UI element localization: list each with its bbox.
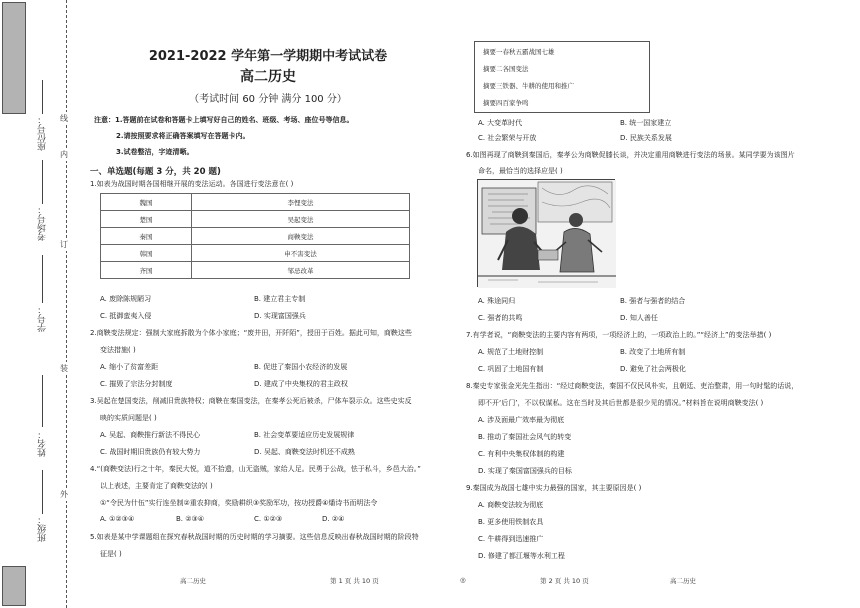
question-2-line-2: 变法措施( )	[100, 346, 136, 354]
table-cell: 李悝变法	[192, 194, 410, 211]
q9-option-c: C. 牛耕得到迅速推广	[478, 535, 544, 543]
table-cell: 申不害变法	[192, 245, 410, 262]
q4-option-c: C. ①②③	[254, 515, 283, 523]
q5-option-b: B. 统一国家建立	[620, 119, 672, 127]
q8-option-a: A. 涉及面最广效率最为彻底	[478, 416, 565, 424]
table-cell: 邹忌改革	[192, 262, 410, 279]
name-label: 姓名：	[38, 430, 48, 457]
room-number-label: 考场号：	[38, 205, 48, 241]
table-row	[101, 211, 410, 228]
q4-option-b: B. ②③④	[176, 515, 205, 523]
footer-right-subject: 高二历史	[670, 577, 696, 585]
subject-title: 高二历史	[240, 69, 296, 85]
table-cell: 齐国	[101, 262, 192, 279]
illustration-sketch-icon	[478, 180, 616, 288]
binding-gray-bar-top	[2, 2, 26, 114]
question-4-line-1: 4.“(商鞅变法)行之十年，秦民大悦，道不拾遗，山无盗贼，家给人足。民勇于公战，怯于私斗，乡邑大治。”	[90, 465, 421, 473]
bind-word-inside: 内	[60, 150, 68, 159]
q8-option-d: D. 实现了秦国富国强兵的目标	[478, 467, 572, 475]
summary-box	[474, 41, 650, 113]
q5-option-d: D. 民族关系发展	[620, 134, 672, 142]
q4-option-a: A. ①②③④	[100, 515, 135, 523]
class-label: 班级：	[38, 515, 48, 542]
q3-option-b: B. 社会变革要适应历史发展规律	[254, 431, 355, 439]
seat-number-line	[42, 80, 43, 114]
table-row	[101, 245, 410, 262]
notice-3: 3.试卷整洁，字迹清晰。	[116, 148, 194, 156]
question-8-line-2: 即不开‘后门’，不以权谋私。这在当时及其后世都是很少见的情况。”材料旨在说明商鞅变法( )	[478, 399, 764, 407]
room-number-line	[42, 160, 43, 204]
student-id-line	[42, 255, 43, 303]
summary-item: 摘要一春秋五霸战国七雄	[483, 48, 555, 56]
table-cell: 商鞅变法	[192, 228, 410, 245]
question-5-line-2: 征是( )	[100, 550, 122, 558]
exam-info: （考试时间 60 分钟 满分 100 分）	[189, 94, 347, 105]
bind-word-line: 线	[60, 114, 68, 123]
footer-left-subject: 高二历史	[180, 577, 206, 585]
table-cell: 楚国	[101, 211, 192, 228]
section-title: 一、单选题(每题 3 分，共 20 题)	[90, 167, 221, 177]
question-6-line-2: 命名，最恰当的选择应是( )	[478, 167, 563, 175]
question-1-stem: 1.如表为战国时期各国相继开展的变法运动。各国进行变法意在( )	[90, 180, 294, 188]
q2-option-b: B. 促进了秦国小农经济的发展	[254, 363, 348, 371]
class-line	[42, 470, 43, 514]
question-4-line-2: 以上表述，主要肯定了商鞅变法的( )	[100, 482, 213, 490]
binding-margin	[0, 0, 64, 608]
q4-option-d: D. ②④	[322, 515, 345, 523]
footer-left-page: 第 1 页 共 10 页	[330, 577, 379, 585]
table-row	[101, 262, 410, 279]
table-cell: 韩国	[101, 245, 192, 262]
q8-option-b: B. 推动了秦国社会风气的转变	[478, 433, 572, 441]
q9-option-d: D. 修建了都江堰等水利工程	[478, 552, 565, 560]
question-8-line-1: 8.秦史专家张金光先生指出：“经过商鞅变法，秦国不仅民风朴实，且朝廷、吏治整肃，用一句时髦的话说，	[466, 382, 799, 390]
q9-option-b: B. 更多使用铁制农具	[478, 518, 544, 526]
q7-option-d: D. 避免了社会两极化	[620, 365, 686, 373]
question-9-line-1: 9.秦国成为战国七雄中实力最强的国家，其主要原因是( )	[466, 484, 642, 492]
summary-item: 摘要二各国变法	[483, 65, 529, 73]
exam-title: 2021-2022 学年第一学期期中考试试卷	[148, 49, 388, 64]
q6-option-a: A. 殊途同归	[478, 297, 516, 305]
summary-item: 摘要三铁器、牛耕的使用和推广	[483, 82, 574, 90]
q2-option-a: A. 缩小了贫富差距	[100, 363, 159, 371]
q8-option-c: C. 有利中央集权体制的构建	[478, 450, 565, 458]
table-row	[101, 228, 410, 245]
question-3-line-1: 3.吴起在楚国变法，削减旧贵族特权；商鞅在秦国变法，在秦孝公死后被杀，尸体车裂示众。这些史实反	[90, 397, 412, 405]
q1-option-a: A. 废除陈规陋习	[100, 295, 152, 303]
q9-option-a: A. 商鞅变法较为彻底	[478, 501, 544, 509]
seat-number-label: 座位号：	[38, 115, 48, 151]
q1-option-b: B. 建立君主专制	[254, 295, 306, 303]
notice-2: 2.请按照要求将正确答案填写在答题卡内。	[116, 132, 250, 140]
student-id-label: 学号：	[38, 305, 48, 332]
q3-option-d: D. 吴起、商鞅变法时机还不成熟	[254, 448, 355, 456]
binding-dashed-line	[66, 0, 67, 608]
q1-option-d: D. 实现富国强兵	[254, 312, 306, 320]
q7-option-c: C. 巩固了土地国有制	[478, 365, 544, 373]
q2-option-d: D. 建成了中央集权的君主政权	[254, 380, 348, 388]
summary-item: 摘要四百家争鸣	[483, 99, 529, 107]
q5-option-c: C. 社会繁荣与开放	[478, 134, 537, 142]
footer-right-page: 第 2 页 共 10 页	[540, 577, 589, 585]
question-2-line-1: 2.商鞅变法规定：强制大家庭拆散为个体小家庭；“废井田，开阡陌”，授田于百姓。据此可知，商鞅这些	[90, 329, 412, 337]
question-4-line-3: ①“令民为什伍”实行连坐制②重农抑商，奖励耕织③奖励军功，按功授爵④燔诗书而明法令	[100, 499, 378, 507]
notice-1: 注意：1.答题前在试卷和答题卡上填写好自己的姓名、班级、考场、座位号等信息。	[94, 116, 354, 124]
q1-option-c: C. 抵御蛮夷入侵	[100, 312, 152, 320]
q6-option-b: B. 强者与强者的结合	[620, 297, 686, 305]
bind-word-outside: 外	[60, 490, 68, 499]
question-5-line-1: 5.如表是某中学课题组在探究春秋战国时期的历史时期的学习摘要。这些信息反映出春秋战国时期的阶段特	[90, 533, 419, 541]
reform-table	[100, 193, 410, 279]
table-cell: 吴起变法	[192, 211, 410, 228]
question-6-line-1: 6.如图再现了商鞅到秦国后，秦孝公为商鞅促膝长谈，并决定重用商鞅进行变法的场景。某同学要为该图片	[466, 151, 795, 159]
bind-word-bind: 订	[60, 240, 68, 249]
q7-option-a: A. 规范了土地财控制	[478, 348, 544, 356]
q3-option-a: A. 吴起、商鞅推行新法不得民心	[100, 431, 201, 439]
name-line	[42, 375, 43, 427]
question-7-line-1: 7.有学者说，“商鞅变法的主要内容有两项，一项经济上的，一项政治上的。”“经济上”的变法举措( )	[466, 331, 772, 339]
binding-gray-bar-bottom	[2, 566, 26, 606]
bind-word-mount: 装	[60, 364, 68, 373]
table-cell: 魏国	[101, 194, 192, 211]
footer-center-mark: ◎	[460, 576, 466, 584]
q5-option-a: A. 大变革时代	[478, 119, 523, 127]
q3-option-c: C. 战国时期旧贵族仍有较大势力	[100, 448, 201, 456]
table-row	[101, 194, 410, 211]
q6-option-c: C. 强者的共鸣	[478, 314, 523, 322]
q2-option-c: C. 摧毁了宗法分封制度	[100, 380, 173, 388]
table-cell: 秦国	[101, 228, 192, 245]
historical-illustration	[477, 179, 615, 287]
q7-option-b: B. 改变了土地所有制	[620, 348, 686, 356]
q6-option-d: D. 知人善任	[620, 314, 658, 322]
question-3-line-2: 映的实质问题是( )	[100, 414, 157, 422]
